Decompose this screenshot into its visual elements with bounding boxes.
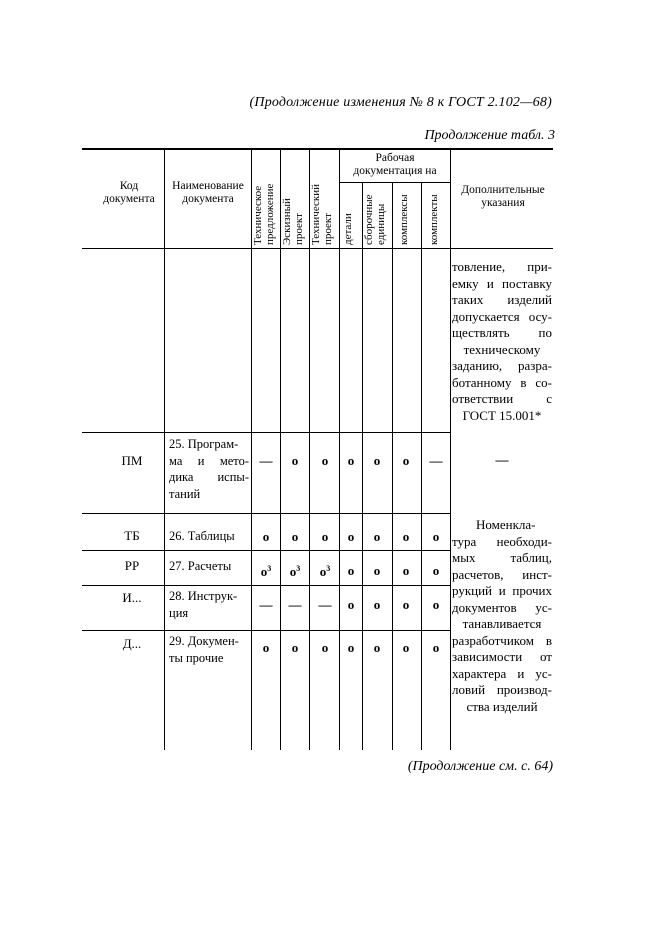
header-parts: детали	[342, 213, 354, 245]
row-code: ПМ	[121, 453, 143, 468]
row-name: 25. Програм- ма и мето- дика испы- таний	[169, 437, 249, 501]
header-additional: Дополнительные указания	[461, 184, 545, 209]
note-line: техническому	[463, 341, 541, 357]
continuation-change-title: (Продолжение изменения № 8 к ГОСТ 2.102—68)	[249, 95, 552, 110]
mark-sketch-project: —	[288, 597, 302, 612]
note-line: ства изделий	[466, 698, 538, 714]
mark-assembly-units: o	[373, 563, 381, 578]
mark-tech-proposal: —	[259, 597, 273, 612]
mark-sketch-project: o	[291, 529, 299, 544]
additional-note-bottom	[452, 517, 552, 715]
mark-assembly-units: o	[373, 453, 381, 468]
note-line: рукций и прочих	[452, 583, 552, 598]
mark-parts: o	[347, 640, 355, 655]
mark-complexes: o	[402, 597, 410, 612]
table-top-rule	[82, 148, 553, 150]
header-name: Наименование документа	[172, 180, 244, 205]
table-continuation-label: Продолжение табл. 3	[424, 128, 555, 143]
additional-note-top	[452, 259, 552, 424]
note-line: зависимости от	[452, 649, 552, 664]
mark-complexes: o	[402, 563, 410, 578]
mark-parts: o	[347, 597, 355, 612]
mark-kits: o	[432, 563, 440, 578]
row-rule	[82, 630, 450, 631]
header-sketch-project: Эскизный проект	[281, 198, 305, 245]
column-rule	[392, 182, 393, 750]
mark-complexes: o	[402, 453, 410, 468]
note-line: таких изделий	[452, 292, 552, 307]
mark-assembly-units: o	[373, 597, 381, 612]
note-line: расчетов, инст-	[452, 566, 552, 582]
mark-tech-project: $o^3$	[319, 564, 331, 579]
mark-kits: o	[432, 597, 440, 612]
mark-parts: o	[347, 453, 355, 468]
note-line: документов ус-	[452, 599, 552, 615]
header-working-doc: Рабочая документация на	[353, 152, 437, 177]
mark-tech-project: o	[321, 453, 329, 468]
note-line: заданию, разра-	[452, 358, 552, 373]
note-line: характера и ус-	[452, 665, 552, 681]
column-rule	[450, 149, 451, 750]
mark-parts: o	[347, 563, 355, 578]
row-name: 26. Таблицы	[169, 529, 235, 543]
mark-tech-proposal: $o^3$	[260, 564, 272, 579]
row-rule	[82, 550, 450, 551]
column-rule	[164, 149, 165, 750]
note-line: допускается осу-	[452, 308, 552, 324]
note-line: ботанному в со-	[452, 374, 552, 390]
mark-sketch-project: o	[291, 453, 299, 468]
row-code: Д...	[122, 636, 142, 651]
header-tech-proposal: Техническое предложение	[252, 183, 276, 245]
note-line: ответствии с	[452, 391, 552, 406]
working-doc-rule	[340, 182, 450, 183]
mark-tech-proposal: —	[259, 453, 273, 468]
mark-tech-proposal: o	[262, 640, 270, 655]
note-line: ловий производ-	[452, 682, 552, 697]
mark-kits: o	[432, 640, 440, 655]
row-rule	[82, 432, 450, 433]
row-code: РР	[124, 558, 140, 573]
row-code: И...	[122, 590, 142, 605]
mark-complexes: o	[402, 640, 410, 655]
note-line: разработчиком в	[452, 632, 552, 648]
note-line: ГОСТ 15.001*	[462, 407, 542, 423]
header-code: Код документа	[103, 180, 155, 205]
column-rule	[421, 182, 422, 750]
row-rule	[82, 585, 450, 586]
note-line: танавливается	[462, 616, 542, 631]
mark-kits: —	[429, 453, 443, 468]
row-name: 28. Инструк- ция	[169, 589, 238, 620]
header-kits: комплекты	[428, 194, 440, 245]
continuation-footer: (Продолжение см. с. 64)	[407, 759, 553, 774]
mark-sketch-project: $o^3$	[289, 564, 301, 579]
header-tech-project: Технический проект	[310, 184, 334, 245]
note-line: мых таблиц,	[452, 550, 552, 565]
mark-parts: o	[347, 529, 355, 544]
row-rule	[82, 513, 450, 514]
row-note: —	[495, 452, 509, 467]
header-complexes: комплексы	[398, 194, 410, 245]
row-name: 27. Расчеты	[169, 559, 232, 573]
note-line: емку и поставку	[452, 275, 552, 291]
row-code: ТБ	[124, 528, 140, 543]
note-line: ществлять по	[452, 325, 552, 340]
mark-tech-project: o	[321, 640, 329, 655]
mark-assembly-units: o	[373, 640, 381, 655]
mark-assembly-units: o	[373, 529, 381, 544]
column-rule	[339, 149, 340, 750]
mark-sketch-project: o	[291, 640, 299, 655]
mark-tech-project: —	[318, 597, 332, 612]
note-line: товление, при-	[452, 259, 552, 274]
mark-tech-proposal: o	[262, 529, 270, 544]
mark-complexes: o	[402, 529, 410, 544]
mark-kits: o	[432, 529, 440, 544]
header-bottom-rule	[82, 248, 553, 249]
header-assembly-units: сборочные единицы	[363, 194, 387, 245]
mark-tech-project: o	[321, 529, 329, 544]
note-line: Номенкла-	[476, 517, 536, 532]
note-line: тура необходи-	[452, 533, 552, 549]
row-name: 29. Докумен- ты прочие	[169, 634, 239, 665]
column-rule	[362, 182, 363, 750]
